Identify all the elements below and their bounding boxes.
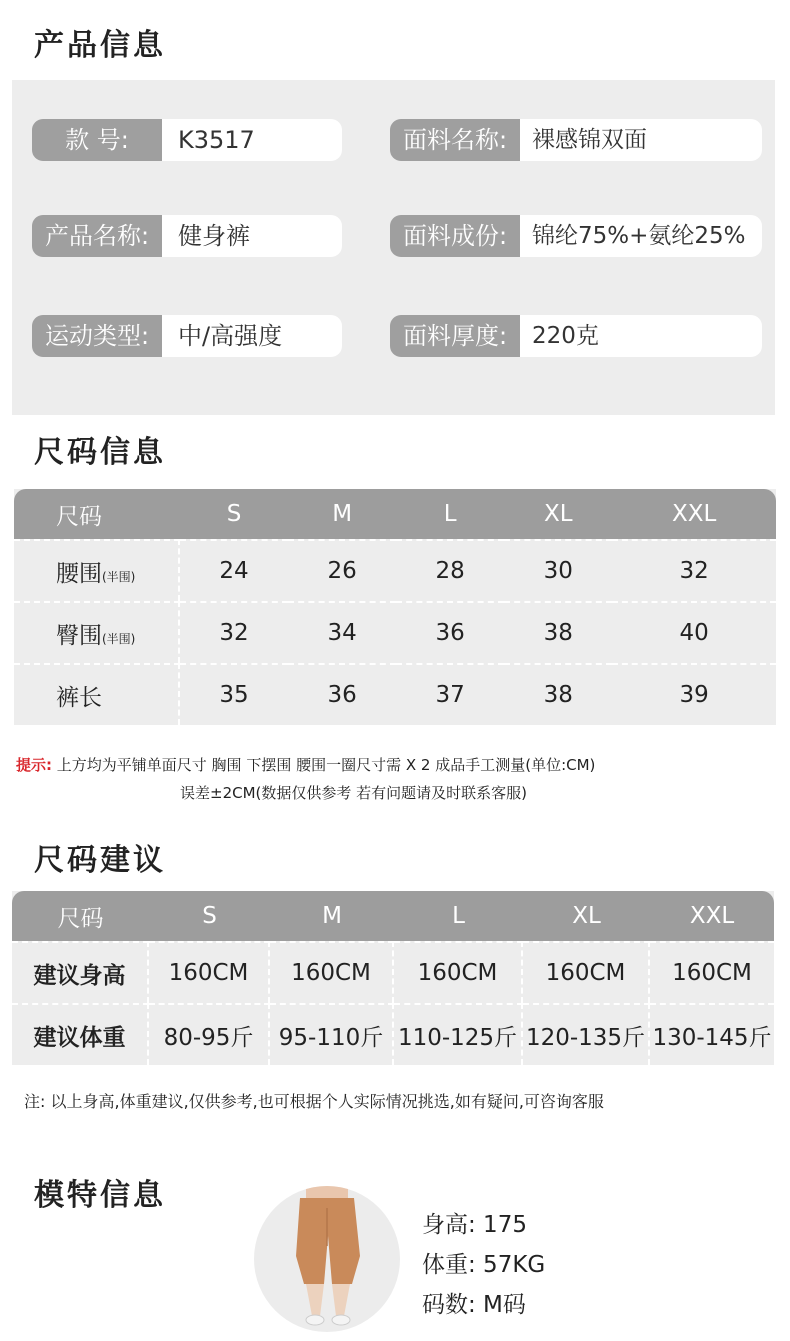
info-value: 锦纶75%+氨纶25%	[520, 215, 762, 257]
table-cell: 35	[180, 663, 288, 725]
info-label: 面料名称:	[390, 119, 520, 161]
product-info-title: 产品信息	[34, 28, 166, 63]
table-row	[14, 663, 776, 725]
header-cell: XXL	[612, 489, 776, 539]
header-cell: XXL	[650, 891, 774, 941]
info-label: 面料成份:	[390, 215, 520, 257]
info-item-product-name	[32, 215, 342, 257]
info-item-model-no	[32, 119, 342, 161]
model-photo	[254, 1186, 400, 1332]
header-cell: S	[149, 891, 270, 941]
row-label: 建议体重	[12, 1003, 149, 1065]
info-item-fabric-weight	[390, 315, 762, 357]
size-info-title: 尺码信息	[34, 435, 166, 470]
table-cell: 160CM	[394, 941, 523, 1003]
header-cell: L	[394, 891, 523, 941]
table-cell: 37	[396, 663, 504, 725]
info-item-sport-type	[32, 315, 342, 357]
model-figure-icon	[254, 1186, 400, 1332]
info-value: 健身裤	[162, 215, 342, 257]
header-cell: M	[270, 891, 394, 941]
table-cell: 120-135斤	[523, 1003, 650, 1065]
size-tip-line1	[16, 754, 595, 775]
row-label-text: 腰围	[56, 560, 102, 587]
info-label: 款 号:	[32, 119, 162, 161]
product-info-panel	[12, 80, 775, 415]
table-cell: 80-95斤	[149, 1003, 270, 1065]
table-row	[14, 601, 776, 663]
info-item-fabric-name	[390, 119, 762, 161]
table-cell: 26	[288, 539, 396, 601]
model-height: 身高: 175	[422, 1212, 527, 1238]
table-cell: 38	[504, 663, 612, 725]
row-label	[14, 601, 180, 663]
tip-label: 提示:	[16, 756, 52, 774]
header-cell: XL	[523, 891, 650, 941]
info-item-fabric-composition	[390, 215, 762, 257]
row-label-text: 臀围	[56, 622, 102, 649]
table-cell: 38	[504, 601, 612, 663]
table-cell: 160CM	[270, 941, 394, 1003]
info-label: 面料厚度:	[390, 315, 520, 357]
table-cell: 32	[612, 539, 776, 601]
header-cell: M	[288, 489, 396, 539]
model-size: 码数: M码	[422, 1292, 526, 1318]
table-cell: 95-110斤	[270, 1003, 394, 1065]
tip-text: 上方均为平铺单面尺寸 胸围 下摆围 腰围一圈尺寸需 X 2 成品手工测量(单位:CM)	[56, 756, 596, 774]
table-cell: 28	[396, 539, 504, 601]
table-cell: 30	[504, 539, 612, 601]
table-cell: 39	[612, 663, 776, 725]
table-cell: 32	[180, 601, 288, 663]
table-row	[14, 539, 776, 601]
info-value: 裸感锦双面	[520, 119, 762, 161]
model-weight: 体重: 57KG	[422, 1252, 546, 1278]
table-cell: 40	[612, 601, 776, 663]
size-suggest-title: 尺码建议	[34, 843, 166, 878]
row-label-text: 裤长	[56, 684, 102, 711]
model-info-title: 模特信息	[34, 1178, 166, 1213]
row-label-sub: (半围)	[102, 631, 136, 646]
info-label: 产品名称:	[32, 215, 162, 257]
table-cell: 36	[288, 663, 396, 725]
table-cell: 160CM	[650, 941, 774, 1003]
row-label	[14, 539, 180, 601]
row-label: 建议身高	[12, 941, 149, 1003]
table-header-row	[12, 891, 774, 941]
row-label	[14, 663, 180, 725]
table-row	[12, 941, 774, 1003]
info-label: 运动类型:	[32, 315, 162, 357]
size-suggest-note: 注: 以上身高,体重建议,仅供参考,也可根据个人实际情况挑选,如有疑问,可咨询客服	[24, 1092, 604, 1111]
size-suggestion-table	[12, 891, 774, 1065]
table-header-row	[14, 489, 776, 539]
table-cell: 160CM	[149, 941, 270, 1003]
header-cell: S	[180, 489, 288, 539]
header-cell: L	[396, 489, 504, 539]
size-chart-table	[14, 489, 776, 725]
info-value: K3517	[162, 119, 342, 161]
table-cell: 36	[396, 601, 504, 663]
header-cell: 尺码	[12, 891, 149, 941]
header-cell: XL	[504, 489, 612, 539]
size-tip-line2: 误差±2CM(数据仅供参考 若有问题请及时联系客服)	[180, 784, 528, 802]
table-cell: 160CM	[523, 941, 650, 1003]
table-cell: 130-145斤	[650, 1003, 774, 1065]
header-cell: 尺码	[14, 489, 180, 539]
info-value: 220克	[520, 315, 762, 357]
row-label-sub: (半围)	[102, 569, 136, 584]
table-cell: 34	[288, 601, 396, 663]
table-cell: 24	[180, 539, 288, 601]
table-row	[12, 1003, 774, 1065]
table-cell: 110-125斤	[394, 1003, 523, 1065]
info-value: 中/高强度	[162, 315, 342, 357]
